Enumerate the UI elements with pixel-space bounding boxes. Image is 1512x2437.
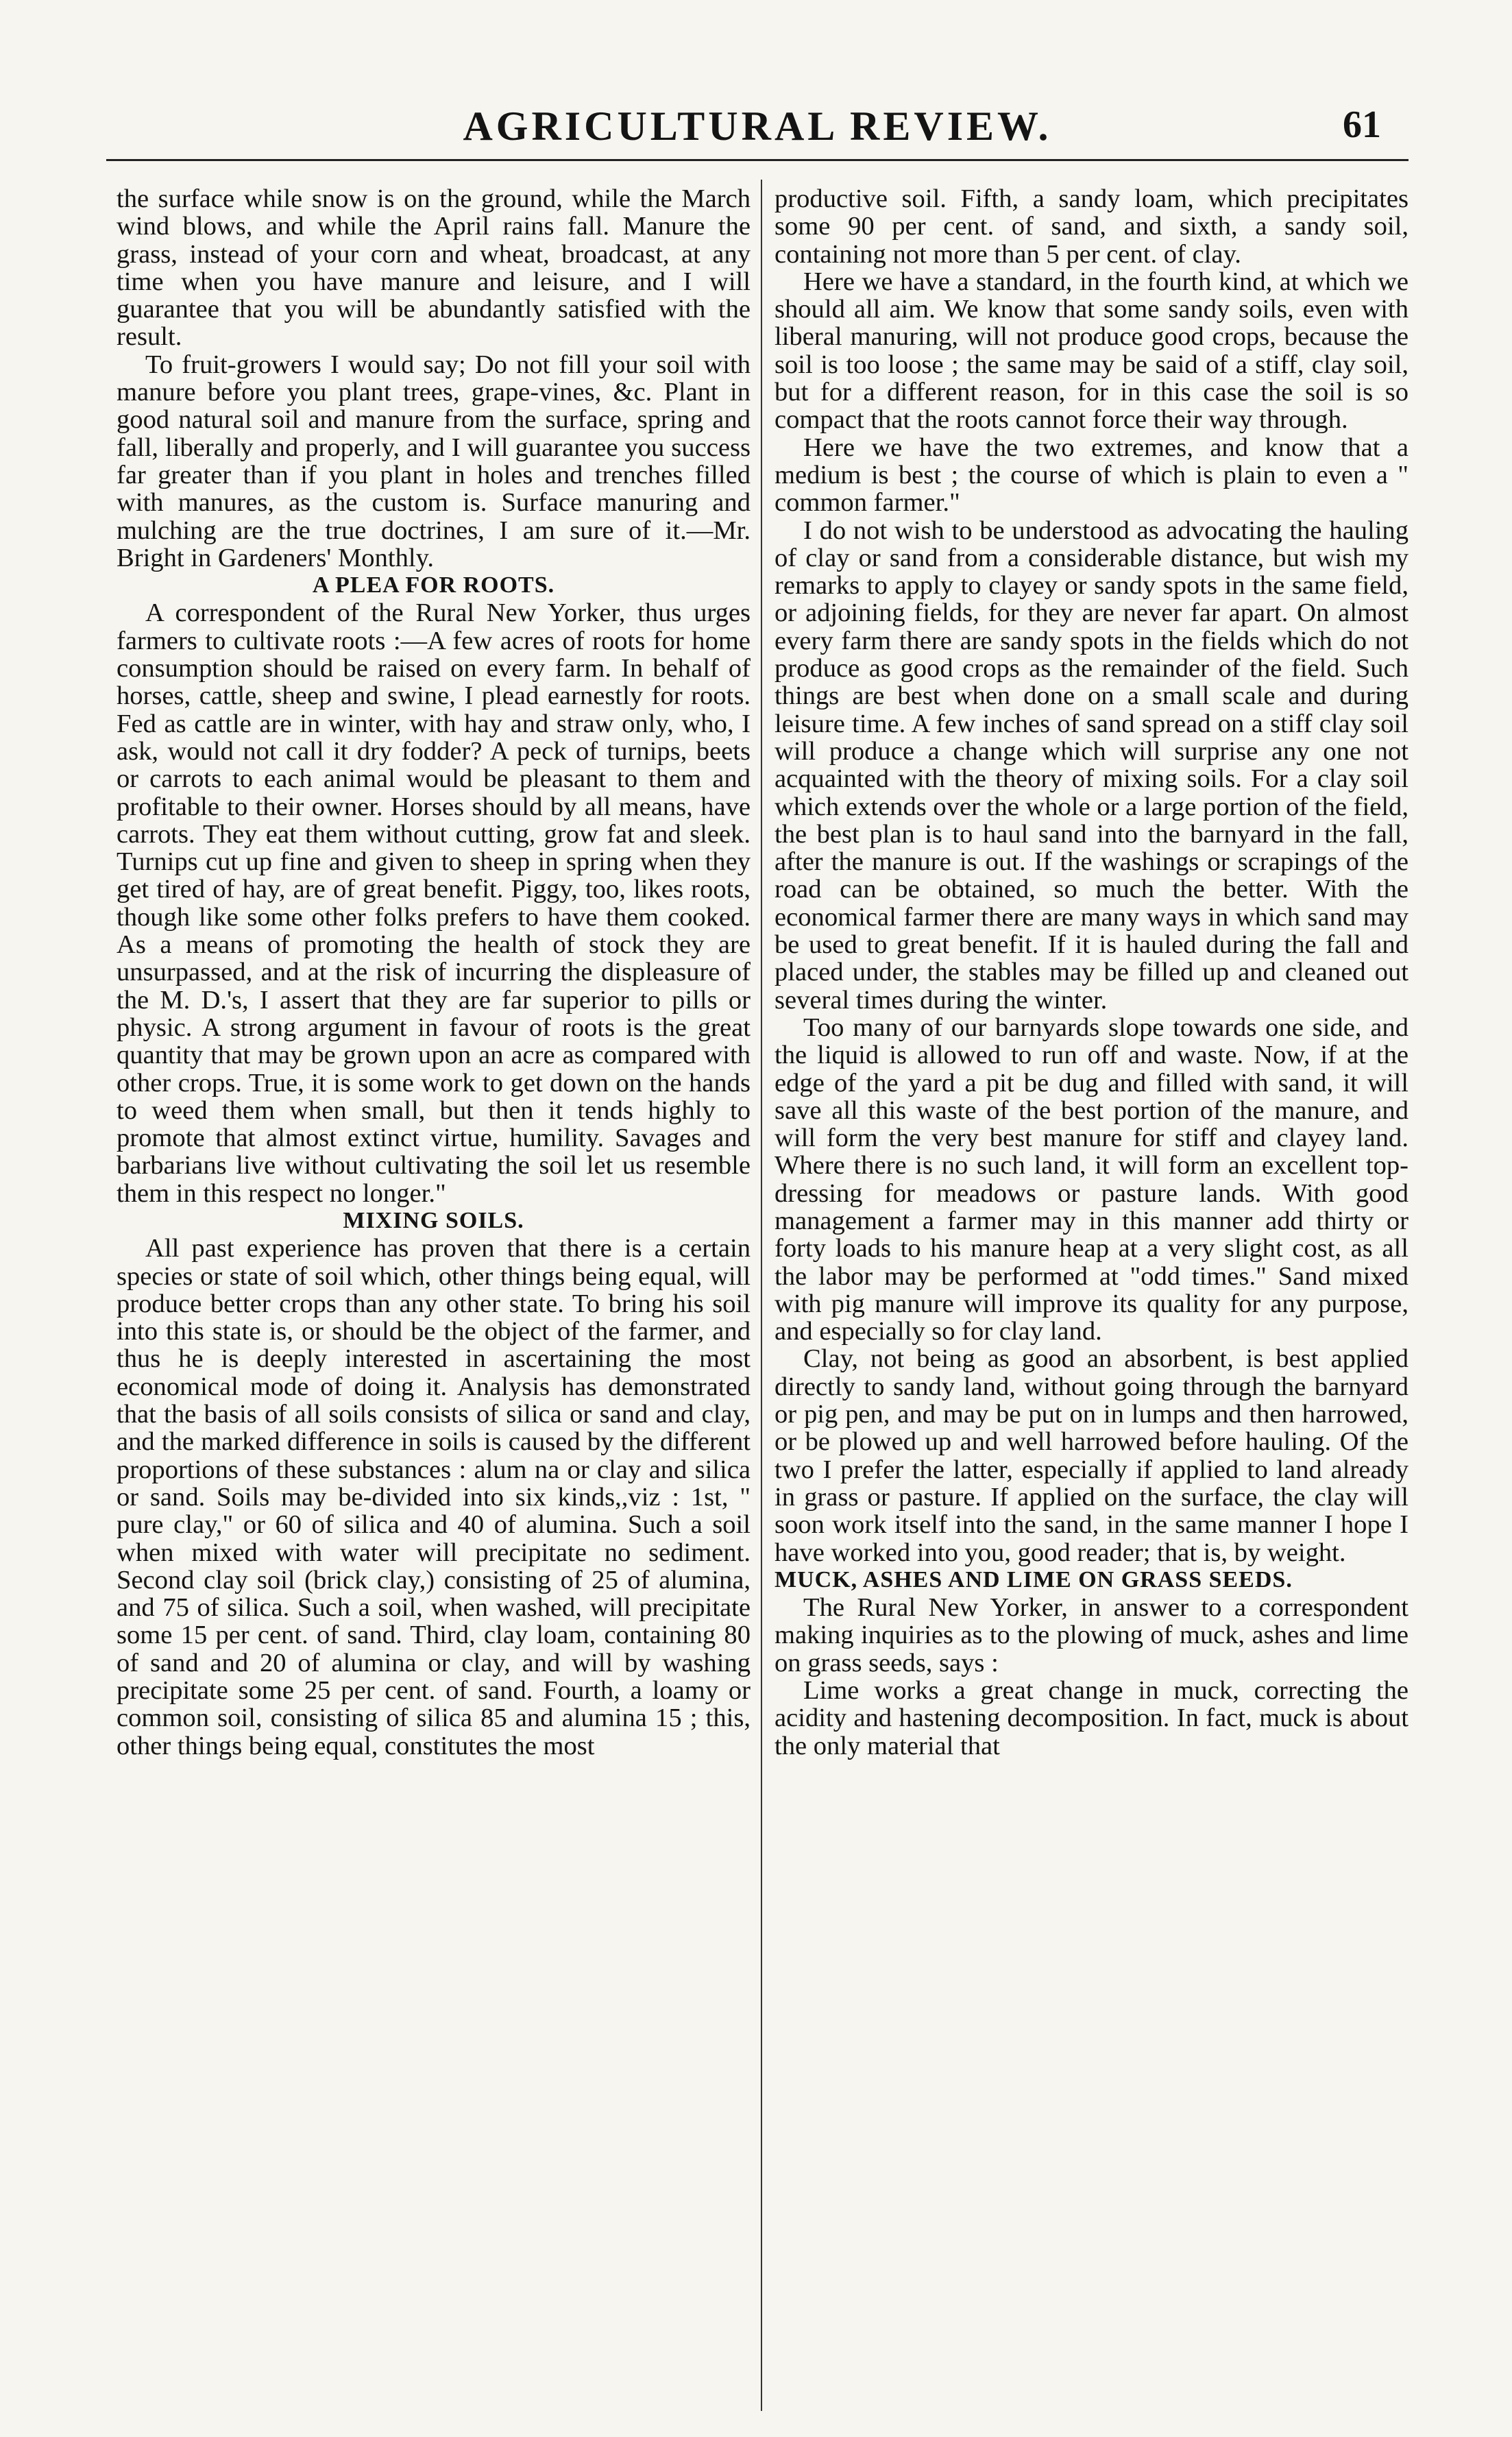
paragraph: productive soil. Fifth, a sandy loam, which precipitates some 90 per cent. of sand, and sixth, a sandy soil, containing not more than 5 per cent. of clay. xyxy=(775,184,1409,269)
paragraph: Too many of our barnyards slope towards one side, and the liquid is allowed to run off and waste. Now, if at the edge of the yard a pit be dug and filled with sand, it will save all this waste of the best portion of the manure, and will form the very best manure for stiff and clayey land. Where there is no such land, it will form an excellent top-dressing for meadows or pasture lands. With good management a farmer may in this manner add thirty or forty loads to his manure heap at a very slight cost, as all the labor may be performed at "odd times." Sand mixed with pig manure will improve its quality for any purpose, and especially so for clay land. xyxy=(775,1013,1409,1346)
column-divider xyxy=(761,180,762,2411)
section-heading: A PLEA FOR ROOTS. xyxy=(312,572,555,598)
page-number: 61 xyxy=(1343,104,1381,146)
section-heading: MUCK, ASHES AND LIME ON GRASS SEEDS. xyxy=(775,1566,1293,1592)
left-column xyxy=(117,185,751,1760)
paragraph: A correspondent of the Rural New Yorker, thus urges farmers to cultivate roots :—A few acres of roots for home consumption should be raised on every farm. In behalf of horses, cattle, sheep and swine, I plead earnestly for roots. Fed as cattle are in winter, with hay and straw only, who, I ask, would not call it dry fodder? A peck of turnips, beets or carrots to each animal would be pleasant to them and profitable to their owner. Horses should by all means, have carrots. They eat them without cutting, grow fat and sleek. Turnips cut up fine and given to sheep in spring when they get tired of hay, are of great benefit. Piggy, too, likes roots, though like some other folks prefers to have them cooked. As a means of promoting the health of stock they are unsurpassed, and at the risk of incurring the displeasure of the M. D.'s, I assert that they are far superior to pills or physic. A strong argument in favour of roots is the great quantity that may be grown upon an acre as compared with other crops. True, it is some work to get down on the hands to weed them when small, but then it tends highly to promote that almost extinct virtue, humility. Savages and barbarians live without cultivating the soil let us resemble them in this respect no longer." xyxy=(117,598,751,1208)
header-rule xyxy=(106,159,1409,161)
paragraph: the surface while snow is on the ground, while the March wind blows, and while the April rains fall. Manure the grass, instead of your corn and wheat, broadcast, at any time when you have manure and leisure, and I will guarantee that you will be abundantly satisfied with the result. xyxy=(117,184,751,352)
paragraph: The Rural New Yorker, in answer to a correspondent making inquiries as to the plowing of muck, ashes and lime on grass seeds, says : xyxy=(775,1593,1409,1677)
paragraph: Here we have a standard, in the fourth kind, at which we should all aim. We know that some sandy soils, even with liberal manuring, will not produce good crops, because the soil is too loose ; the same may be said of a stiff, clay soil, but for a different reason, for in this case the soil is so compact that the roots cannot force their way through. xyxy=(775,267,1409,435)
paragraph: To fruit-growers I would say; Do not fill your soil with manure before you plant trees, grape-vines, &c. Plant in good natural soil and manure from the surface, spring and fall, liberally and properly, and I will guarantee you success far greater than if you plant in holes and trenches filled with manures, as the custom is. Surface manuring and mulching are the true doctrines, I am sure of it.—Mr. Bright in Gardeners' Monthly. xyxy=(117,350,751,572)
paragraph: Lime works a great change in muck, correcting the acidity and hastening decomposition. In fact, muck is about the only material that xyxy=(775,1676,1409,1760)
running-title: AGRICULTURAL REVIEW. xyxy=(463,104,1052,149)
paragraph: Clay, not being as good an absorbent, is best applied directly to sandy land, without going through the barnyard or pig pen, and may be put on in lumps and then harrowed, or be plowed up and well harrowed before hauling. Of the two I prefer the latter, especially if applied to land already in grass or pasture. If applied on the surface, the clay will soon work itself into the sand, in the same manner I hope I have worked into you, good reader; that is, by weight. xyxy=(775,1344,1409,1567)
page-header xyxy=(106,103,1409,158)
right-column xyxy=(775,185,1409,1760)
paragraph: Here we have the two extremes, and know that a medium is best ; the course of which is plain to even a " common farmer." xyxy=(775,433,1409,518)
paragraph: All past experience has proven that there is a certain species or state of soil which, other things being equal, will produce better crops than any other state. To bring his soil into this state is, or should be the object of the farmer, and thus he is deeply interested in ascertaining the most economical mode of doing it. Analysis has demonstrated that the basis of all soils consists of silica or sand and clay, and the marked difference in soils is caused by the different proportions of these substances : alum na or clay and silica or sand. Soils may be-divided into six kinds,,viz : 1st, " pure clay," or 60 of silica and 40 of alumina. Such a soil when mixed with water will precipitate no sediment. Second clay soil (brick clay,) consisting of 25 of alumina, and 75 of silica. Such a soil, when washed, will precipitate some 15 per cent. of sand. Third, clay loam, containing 80 of sand and 20 of alumina or clay, and will by washing precipitate some 25 per cent. of sand. Fourth, a loamy or common soil, consisting of silica 85 and alumina 15 ; this, other things being equal, constitutes the most xyxy=(117,1234,751,1760)
section-heading: MIXING SOILS. xyxy=(343,1207,524,1233)
paragraph: I do not wish to be understood as advocating the hauling of clay or sand from a considerable distance, but wish my remarks to apply to clayey or sandy spots in the same field, or adjoining fields, for they are never far apart. On almost every farm there are sandy spots in the fields which do not produce as good crops as the remainder of the field. Such things are best when done on a small scale and during leisure time. A few inches of sand spread on a stiff clay soil will produce a change which will surprise any one not acquainted with the theory of mixing soils. For a clay soil which extends over the whole or a large portion of the field, the best plan is to haul sand into the barnyard in the fall, after the manure is out. If the washings or scrapings of the road can be obtained, so much the better. With the economical farmer there are many ways in which sand may be used to great benefit. If it is hauled during the fall and placed under, the stables may be filled up and cleaned out several times during the winter. xyxy=(775,516,1409,1015)
